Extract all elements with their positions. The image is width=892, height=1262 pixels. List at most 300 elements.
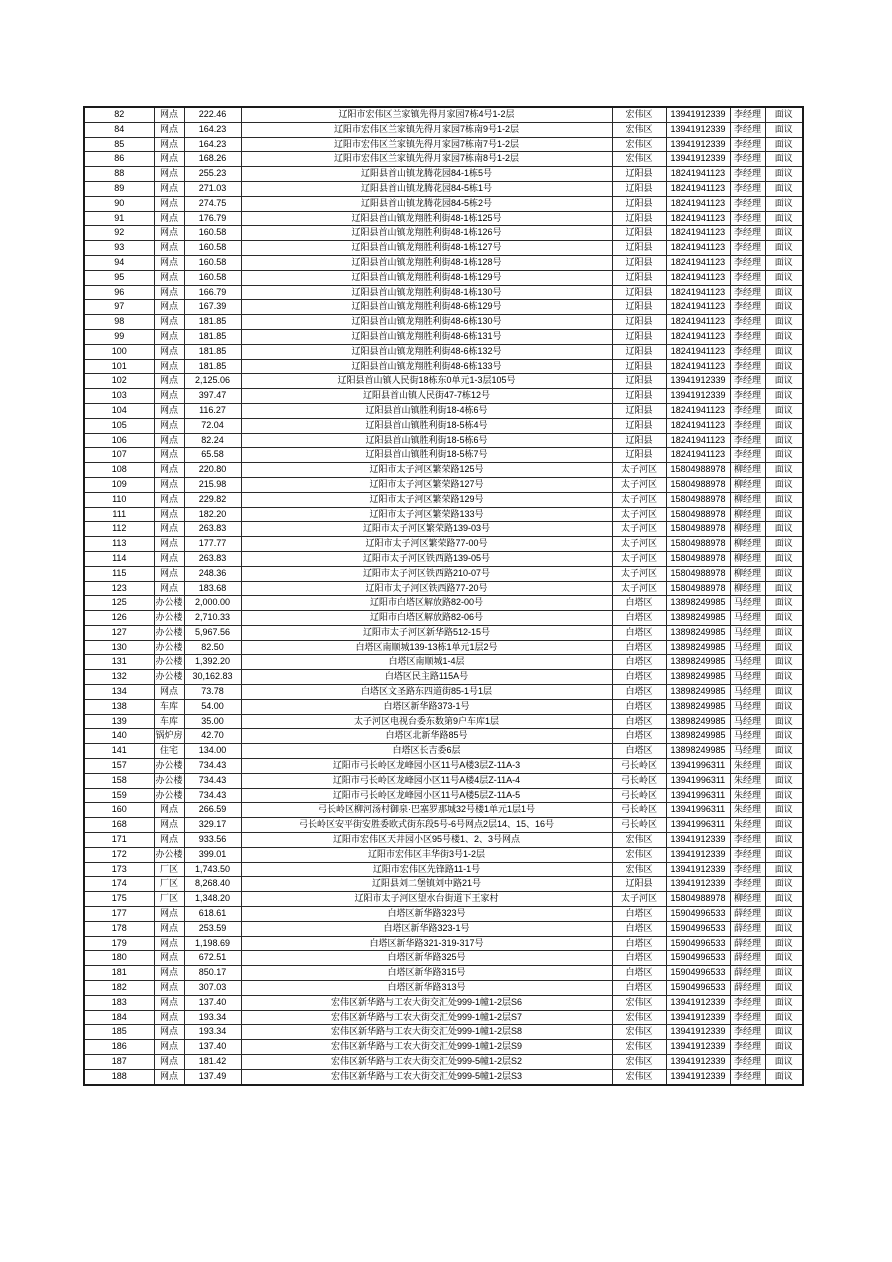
cell-address: 白塔区新华路325号 [241,951,612,966]
cell-area: 271.03 [184,181,241,196]
cell-area: 1,198.69 [184,936,241,951]
cell-area: 1,743.50 [184,862,241,877]
cell-property-type: 厂区 [154,862,184,877]
cell-district: 辽阳县 [612,344,666,359]
cell-contact: 马经理 [730,685,765,700]
cell-address: 白塔区新华路315号 [241,966,612,981]
cell-address: 白塔区新华路323-1号 [241,921,612,936]
table-row [84,744,803,759]
cell-contact: 李经理 [730,448,765,463]
cell-district: 弓长岭区 [612,773,666,788]
cell-contact: 李经理 [730,329,765,344]
cell-address: 辽阳县首山镇龙翔胜利街48-1栋128号 [241,255,612,270]
cell-phone: 18241941123 [666,270,730,285]
cell-area: 160.58 [184,270,241,285]
table-row [84,921,803,936]
table-row [84,907,803,922]
cell-phone: 13941996311 [666,788,730,803]
cell-address: 弓长岭区柳河汤村御泉·巴塞罗那城32号楼1单元1层1号 [241,803,612,818]
cell-property-type: 网点 [154,803,184,818]
cell-district: 太子河区 [612,581,666,596]
cell-contact: 马经理 [730,744,765,759]
cell-address: 白塔区新华路373-1号 [241,699,612,714]
cell-address: 辽阳市太子河区铁西路77-20号 [241,581,612,596]
cell-contact: 马经理 [730,655,765,670]
cell-row-number: 131 [84,655,154,670]
cell-contact: 柳经理 [730,463,765,478]
cell-area: 5,967.56 [184,625,241,640]
cell-price: 面议 [765,255,803,270]
cell-phone: 15804988978 [666,551,730,566]
cell-property-type: 网点 [154,329,184,344]
cell-area: 164.23 [184,137,241,152]
cell-area: 215.98 [184,477,241,492]
cell-district: 辽阳县 [612,211,666,226]
cell-price: 面议 [765,818,803,833]
cell-phone: 13898249985 [666,596,730,611]
cell-phone: 18241941123 [666,255,730,270]
cell-price: 面议 [765,862,803,877]
cell-contact: 李经理 [730,1040,765,1055]
cell-price: 面议 [765,359,803,374]
cell-phone: 18241941123 [666,359,730,374]
cell-property-type: 网点 [154,833,184,848]
cell-phone: 13941912339 [666,1055,730,1070]
cell-contact: 薛经理 [730,981,765,996]
cell-phone: 13941912339 [666,122,730,137]
cell-address: 辽阳市太子河区繁荣路139-03号 [241,522,612,537]
cell-price: 面议 [765,551,803,566]
cell-address: 宏伟区新华路与工农大街交汇处999-5幢1-2层S3 [241,1069,612,1084]
cell-area: 176.79 [184,211,241,226]
cell-area: 137.40 [184,995,241,1010]
cell-row-number: 89 [84,181,154,196]
cell-property-type: 厂区 [154,877,184,892]
cell-contact: 李经理 [730,270,765,285]
table-row [84,522,803,537]
cell-district: 白塔区 [612,699,666,714]
cell-district: 辽阳县 [612,181,666,196]
cell-phone: 18241941123 [666,315,730,330]
cell-property-type: 网点 [154,448,184,463]
cell-contact: 李经理 [730,226,765,241]
cell-row-number: 88 [84,167,154,182]
table-row [84,566,803,581]
cell-property-type: 网点 [154,196,184,211]
cell-property-type: 办公楼 [154,788,184,803]
cell-contact: 李经理 [730,241,765,256]
cell-district: 弓长岭区 [612,788,666,803]
cell-address: 辽阳县首山镇龙腾花园84-5栋1号 [241,181,612,196]
cell-property-type: 网点 [154,685,184,700]
cell-district: 宏伟区 [612,152,666,167]
cell-price: 面议 [765,1025,803,1040]
cell-address: 辽阳市太子河区繁荣路133号 [241,507,612,522]
cell-price: 面议 [765,300,803,315]
cell-price: 面议 [765,285,803,300]
table-row [84,477,803,492]
cell-contact: 李经理 [730,107,765,122]
cell-address: 辽阳市太子河区繁荣路129号 [241,492,612,507]
table-row [84,625,803,640]
cell-phone: 18241941123 [666,226,730,241]
table-row [84,936,803,951]
cell-address: 辽阳县首山镇人民街47-7栋12号 [241,389,612,404]
cell-property-type: 网点 [154,1055,184,1070]
cell-row-number: 184 [84,1010,154,1025]
cell-phone: 18241941123 [666,448,730,463]
cell-phone: 15804988978 [666,507,730,522]
cell-price: 面议 [765,877,803,892]
cell-row-number: 98 [84,315,154,330]
cell-area: 82.24 [184,433,241,448]
cell-address: 宏伟区新华路与工农大街交汇处999-1幢1-2层S6 [241,995,612,1010]
cell-address: 白塔区文圣路东四道街85-1号1层 [241,685,612,700]
cell-contact: 李经理 [730,418,765,433]
cell-property-type: 网点 [154,374,184,389]
cell-contact: 柳经理 [730,551,765,566]
cell-address: 辽阳县刘二堡镇刘中路21号 [241,877,612,892]
cell-row-number: 123 [84,581,154,596]
cell-property-type: 网点 [154,951,184,966]
cell-phone: 13941912339 [666,847,730,862]
table-row [84,714,803,729]
cell-area: 329.17 [184,818,241,833]
cell-district: 辽阳县 [612,241,666,256]
cell-phone: 15804988978 [666,463,730,478]
cell-district: 白塔区 [612,670,666,685]
cell-phone: 13941912339 [666,137,730,152]
cell-property-type: 网点 [154,122,184,137]
table-row [84,433,803,448]
cell-property-type: 办公楼 [154,847,184,862]
cell-row-number: 183 [84,995,154,1010]
cell-price: 面议 [765,315,803,330]
cell-area: 229.82 [184,492,241,507]
cell-row-number: 90 [84,196,154,211]
cell-district: 弓长岭区 [612,818,666,833]
cell-area: 255.23 [184,167,241,182]
table-row [84,551,803,566]
cell-property-type: 办公楼 [154,596,184,611]
cell-district: 宏伟区 [612,107,666,122]
cell-contact: 李经理 [730,1010,765,1025]
cell-property-type: 网点 [154,211,184,226]
table-row [84,611,803,626]
cell-contact: 李经理 [730,152,765,167]
cell-district: 白塔区 [612,640,666,655]
cell-property-type: 网点 [154,152,184,167]
cell-price: 面议 [765,152,803,167]
cell-row-number: 178 [84,921,154,936]
cell-phone: 13898249985 [666,670,730,685]
cell-price: 面议 [765,714,803,729]
cell-address: 辽阳县首山镇龙翔胜利街48-1栋130号 [241,285,612,300]
cell-phone: 13941912339 [666,1025,730,1040]
cell-area: 222.46 [184,107,241,122]
cell-address: 辽阳市宏伟区兰家镇先得月家园7栋4号1-2层 [241,107,612,122]
table-row [84,181,803,196]
cell-property-type: 网点 [154,107,184,122]
cell-row-number: 187 [84,1055,154,1070]
cell-address: 宏伟区新华路与工农大街交汇处999-1幢1-2层S9 [241,1040,612,1055]
cell-district: 宏伟区 [612,995,666,1010]
cell-phone: 13941996311 [666,773,730,788]
cell-area: 182.20 [184,507,241,522]
cell-area: 307.03 [184,981,241,996]
cell-phone: 13898249985 [666,655,730,670]
cell-district: 太子河区 [612,551,666,566]
cell-phone: 13941912339 [666,995,730,1010]
table-row [84,241,803,256]
cell-row-number: 94 [84,255,154,270]
cell-phone: 15804988978 [666,477,730,492]
table-row [84,255,803,270]
cell-phone: 18241941123 [666,300,730,315]
table-row [84,788,803,803]
cell-property-type: 网点 [154,995,184,1010]
cell-price: 面议 [765,847,803,862]
cell-contact: 李经理 [730,995,765,1010]
cell-address: 辽阳县首山镇龙翔胜利街48-1栋125号 [241,211,612,226]
cell-contact: 柳经理 [730,522,765,537]
cell-row-number: 182 [84,981,154,996]
table-row [84,862,803,877]
cell-contact: 朱经理 [730,759,765,774]
table-row [84,463,803,478]
cell-row-number: 104 [84,403,154,418]
cell-district: 宏伟区 [612,1069,666,1084]
cell-phone: 13898249985 [666,714,730,729]
cell-price: 面议 [765,1069,803,1084]
cell-area: 137.49 [184,1069,241,1084]
cell-row-number: 127 [84,625,154,640]
cell-property-type: 办公楼 [154,759,184,774]
cell-area: 274.75 [184,196,241,211]
cell-row-number: 109 [84,477,154,492]
cell-area: 164.23 [184,122,241,137]
cell-district: 宏伟区 [612,1040,666,1055]
cell-phone: 18241941123 [666,329,730,344]
cell-district: 辽阳县 [612,877,666,892]
cell-row-number: 92 [84,226,154,241]
cell-district: 宏伟区 [612,122,666,137]
cell-area: 181.85 [184,329,241,344]
cell-price: 面议 [765,699,803,714]
cell-price: 面议 [765,418,803,433]
cell-price: 面议 [765,1055,803,1070]
table-row [84,685,803,700]
cell-address: 白塔区长吉委6层 [241,744,612,759]
cell-area: 220.80 [184,463,241,478]
cell-contact: 柳经理 [730,477,765,492]
cell-phone: 18241941123 [666,211,730,226]
cell-address: 弓长岭区安平街安胜委欧式街东段5号-6号网点2层14、15、16号 [241,818,612,833]
cell-area: 397.47 [184,389,241,404]
cell-price: 面议 [765,433,803,448]
cell-area: 248.36 [184,566,241,581]
table-row [84,892,803,907]
cell-address: 宏伟区新华路与工农大街交汇处999-1幢1-2层S7 [241,1010,612,1025]
cell-contact: 李经理 [730,1069,765,1084]
cell-property-type: 网点 [154,167,184,182]
cell-property-type: 网点 [154,315,184,330]
cell-price: 面议 [765,581,803,596]
cell-area: 1,348.20 [184,892,241,907]
cell-price: 面议 [765,137,803,152]
cell-row-number: 179 [84,936,154,951]
cell-row-number: 138 [84,699,154,714]
cell-contact: 马经理 [730,625,765,640]
cell-phone: 18241941123 [666,285,730,300]
cell-phone: 15804988978 [666,566,730,581]
table-row [84,803,803,818]
cell-phone: 13941912339 [666,152,730,167]
cell-address: 太子河区电视台委东数第9户车库1层 [241,714,612,729]
cell-row-number: 99 [84,329,154,344]
cell-phone: 15904996533 [666,921,730,936]
cell-district: 辽阳县 [612,315,666,330]
cell-property-type: 办公楼 [154,670,184,685]
cell-price: 面议 [765,463,803,478]
cell-contact: 李经理 [730,862,765,877]
cell-contact: 李经理 [730,847,765,862]
cell-area: 166.79 [184,285,241,300]
cell-district: 太子河区 [612,507,666,522]
cell-contact: 李经理 [730,344,765,359]
table-row [84,285,803,300]
cell-address: 辽阳县首山镇人民街18栋东0单元1-3层105号 [241,374,612,389]
cell-property-type: 锅炉房 [154,729,184,744]
cell-price: 面议 [765,196,803,211]
cell-phone: 13941912339 [666,862,730,877]
cell-phone: 13898249985 [666,699,730,714]
cell-phone: 13898249985 [666,640,730,655]
cell-property-type: 网点 [154,226,184,241]
cell-contact: 李经理 [730,137,765,152]
cell-price: 面议 [765,477,803,492]
cell-area: 30,162.83 [184,670,241,685]
cell-row-number: 173 [84,862,154,877]
cell-row-number: 113 [84,537,154,552]
cell-property-type: 办公楼 [154,655,184,670]
cell-phone: 15804988978 [666,892,730,907]
cell-price: 面议 [765,921,803,936]
cell-district: 辽阳县 [612,403,666,418]
cell-contact: 薛经理 [730,936,765,951]
table-row [84,492,803,507]
cell-area: 181.85 [184,344,241,359]
cell-area: 160.58 [184,226,241,241]
cell-price: 面议 [765,537,803,552]
cell-contact: 李经理 [730,833,765,848]
table-row [84,1040,803,1055]
cell-price: 面议 [765,773,803,788]
cell-row-number: 185 [84,1025,154,1040]
cell-price: 面议 [765,966,803,981]
table-row [84,270,803,285]
table-row [84,107,803,122]
cell-phone: 18241941123 [666,167,730,182]
cell-contact: 马经理 [730,596,765,611]
property-listing-table [83,106,804,1086]
cell-address: 辽阳市太子河区繁荣路127号 [241,477,612,492]
cell-property-type: 网点 [154,285,184,300]
cell-address: 辽阳市弓长岭区龙峰园小区11号A楼5层Z-11A-5 [241,788,612,803]
cell-row-number: 101 [84,359,154,374]
cell-address: 辽阳县首山镇龙翔胜利街48-6栋131号 [241,329,612,344]
table-row [84,966,803,981]
cell-contact: 李经理 [730,433,765,448]
cell-property-type: 网点 [154,581,184,596]
cell-contact: 李经理 [730,255,765,270]
table-row [84,329,803,344]
cell-contact: 柳经理 [730,892,765,907]
cell-row-number: 141 [84,744,154,759]
cell-price: 面议 [765,241,803,256]
cell-property-type: 网点 [154,551,184,566]
cell-price: 面议 [765,936,803,951]
cell-area: 672.51 [184,951,241,966]
cell-area: 35.00 [184,714,241,729]
cell-district: 白塔区 [612,729,666,744]
cell-district: 太子河区 [612,537,666,552]
cell-area: 734.43 [184,773,241,788]
cell-row-number: 180 [84,951,154,966]
table-row [84,403,803,418]
cell-area: 73.78 [184,685,241,700]
cell-price: 面议 [765,1010,803,1025]
cell-property-type: 网点 [154,537,184,552]
cell-row-number: 108 [84,463,154,478]
cell-district: 太子河区 [612,463,666,478]
cell-property-type: 网点 [154,1010,184,1025]
cell-contact: 马经理 [730,699,765,714]
cell-address: 辽阳市弓长岭区龙峰园小区11号A楼3层Z-11A-3 [241,759,612,774]
cell-area: 65.58 [184,448,241,463]
cell-row-number: 100 [84,344,154,359]
cell-district: 白塔区 [612,655,666,670]
cell-district: 太子河区 [612,566,666,581]
cell-area: 168.26 [184,152,241,167]
cell-district: 白塔区 [612,907,666,922]
cell-area: 734.43 [184,759,241,774]
cell-address: 白塔区新华路323号 [241,907,612,922]
cell-address: 辽阳县首山镇龙翔胜利街48-1栋129号 [241,270,612,285]
cell-address: 辽阳县首山镇胜利街18-5栋7号 [241,448,612,463]
cell-price: 面议 [765,611,803,626]
cell-price: 面议 [765,211,803,226]
cell-address: 白塔区新华路313号 [241,981,612,996]
cell-price: 面议 [765,329,803,344]
cell-price: 面议 [765,744,803,759]
table-row [84,1010,803,1025]
cell-area: 167.39 [184,300,241,315]
cell-district: 辽阳县 [612,270,666,285]
cell-row-number: 159 [84,788,154,803]
cell-district: 白塔区 [612,685,666,700]
cell-address: 辽阳县首山镇龙翔胜利街48-1栋127号 [241,241,612,256]
cell-row-number: 110 [84,492,154,507]
cell-area: 1,392.20 [184,655,241,670]
cell-row-number: 106 [84,433,154,448]
cell-property-type: 车库 [154,714,184,729]
cell-area: 134.00 [184,744,241,759]
cell-phone: 13941912339 [666,1069,730,1084]
cell-row-number: 111 [84,507,154,522]
cell-district: 白塔区 [612,981,666,996]
cell-property-type: 网点 [154,492,184,507]
